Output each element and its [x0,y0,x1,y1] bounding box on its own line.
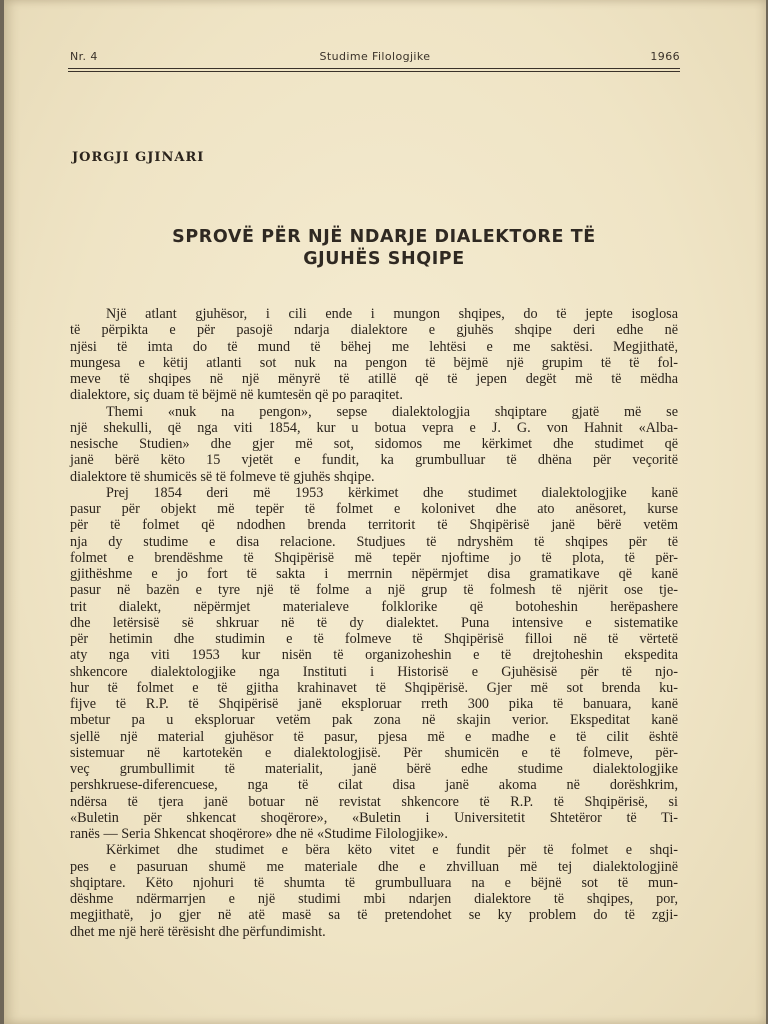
text-line: nesische Studien» dhe gjer më sot, sidomos me kërkimet dhe studimet që [70,436,678,452]
text-line: sjellë një material gjuhësor të pasur, pjesa më e madhe e të cilit është [70,728,678,745]
paragraph [70,842,678,940]
paragraph [70,306,678,404]
text-line: dëshme ndërmarrjen e një studimi mbi ndarjen dialektore të shqipes, por, [70,891,678,907]
text-line: fijve të R.P. të Shqipërisë janë eksploruar rreth 300 pika të banuara, kanë [70,696,678,712]
text-line: folmet e brendëshme të Shqipërisë më tepër njoftime jo të plota, të për- [70,549,678,566]
article-title [94,226,674,270]
text-line: njësi të imta do të mund të bëhej me lehtësi e me saktësi. Megjithatë, [70,338,678,355]
text-line: të përpikta e për pasojë ndarja dialektore e gjuhës shqipe deri edhe në [70,322,678,339]
text-line: megjithatë, jo gjer në atë masë sa të pretendohet se ky problem do të zgji- [70,907,678,924]
text-line: veç grumbullimit të materialit, janë bërë edhe studime dialektologjike [70,761,678,777]
text-line: ranës — Seria Shkencat shoqërore» dhe në «Studime Filologjike». [70,826,448,842]
text-line: aty nga viti 1953 kur nisën të organizoheshin e të drejtoheshin ekspedita [70,647,678,664]
author-name: JORGJI GJINARI [72,150,205,165]
text-line: dhe letërsisë së shkruar në të dy dialektet. Puna intensive e sistematike [70,614,678,631]
text-line: pasur në bazën e tyre një të folme a një grup të folmesh të njërit ose tje- [70,582,678,599]
text-line: ndërsa të tjera janë botuar në revistat shkencore të R.P. të Shqipërisë, si [70,793,678,810]
text-line: janë bërë këto 15 vjetët e fundit, ka grumbulluar të dhëna për veçoritë [70,452,678,469]
text-line: shkencore dialektologjike nga Instituti i Historisë e Gjuhësisë për të njo- [70,663,678,680]
publication-year: 1966 [650,50,680,63]
title-line-1: SPROVË PËR NJË NDARJE DIALEKTORE TË [172,227,596,247]
text-line: pershkruese-diferencuese, nga të cilat disa janë akoma në dorëshkrim, [70,777,678,794]
text-line: pes e pasuruan shumë me materiale dhe e zhvilluan më tej dialektologjinë [70,858,678,875]
text-line: gjithëshme e jo fort të sakta i merrnin nëpërmjet disa gramatikave që kanë [70,566,678,582]
text-line: hur të folmet e të gjitha krahinavet të Shqipërisë. Gjer më sot brenda ku- [70,679,678,696]
text-line: Prej 1854 deri më 1953 kërkimet dhe studimet dialektologjike kanë [106,484,678,501]
text-line: trit dialekt, nëpërmjet materialeve folklorike që botoheshin herëpashere [70,598,678,615]
text-line: «Buletin për shkencat shoqërore», «Buletin i Universitetit Shtetëror të Ti- [70,809,678,826]
journal-page [4,0,766,1024]
text-line: sistemuar në kartotekën e dialektologjisë. Për shumicën e të folmeve, për- [70,744,678,761]
text-line: meve të shqipes në një mënyrë të atillë që të jepen degët më të mëdha [70,371,678,387]
paragraph [70,485,678,843]
text-line: mungesa e këtij atlanti sot nuk na pengon të bëjmë një grupim të të fol- [70,354,678,371]
text-line: dialektore, siç duam të bëjmë në kumtesën që po paraqitet. [70,387,403,404]
issue-number: Nr. 4 [70,50,98,63]
text-line: dialektore të shumicës së të folmeve të gjuhës shqipe. [70,468,375,485]
running-head [70,50,680,64]
text-line: nja dy studime e disa relacione. Studjues të ndryshëm të shqipes për të [70,533,678,550]
text-line: mbetur pa u eksploruar vetëm pak zona në skajin verior. Ekspeditat kanë [70,712,678,729]
text-line: për hetimin dhe studimin e të folmeve të Shqipërisë filloi në të vërtetë [70,631,678,647]
text-line: Një atlant gjuhësor, i cili ende i mungon shqipes, do të jepte isoglosa [106,306,678,322]
header-rule [68,68,680,72]
text-line: shqiptare. Këto njohuri të shumta të grumbulluara na e bëjnë sot të mun- [70,874,678,891]
journal-name: Studime Filologjike [319,50,431,63]
text-line: një shekulli, që nga viti 1854, kur u botua vepra e J. G. von Hahnit «Alba- [70,419,678,436]
text-line: Themi «nuk na pengon», sepse dialektologjia shqiptare gjatë më se [106,403,678,420]
article-body [70,306,678,940]
paragraph [70,404,678,485]
text-line: për të folmet që ndodhen brenda territorit të Shqipërisë janë bërë vetëm [70,517,678,534]
text-line: Kërkimet dhe studimet e bëra këto vitet e fundit për të folmet e shqi- [106,842,678,859]
text-line: pasur për objekt më tepër të folmet e kolonivet dhe ato anësoret, kurse [70,501,678,517]
text-line: dhet me një herë tërësisht dhe përfundimisht. [70,923,326,940]
title-line-2: GJUHËS SHQIPE [303,249,465,269]
